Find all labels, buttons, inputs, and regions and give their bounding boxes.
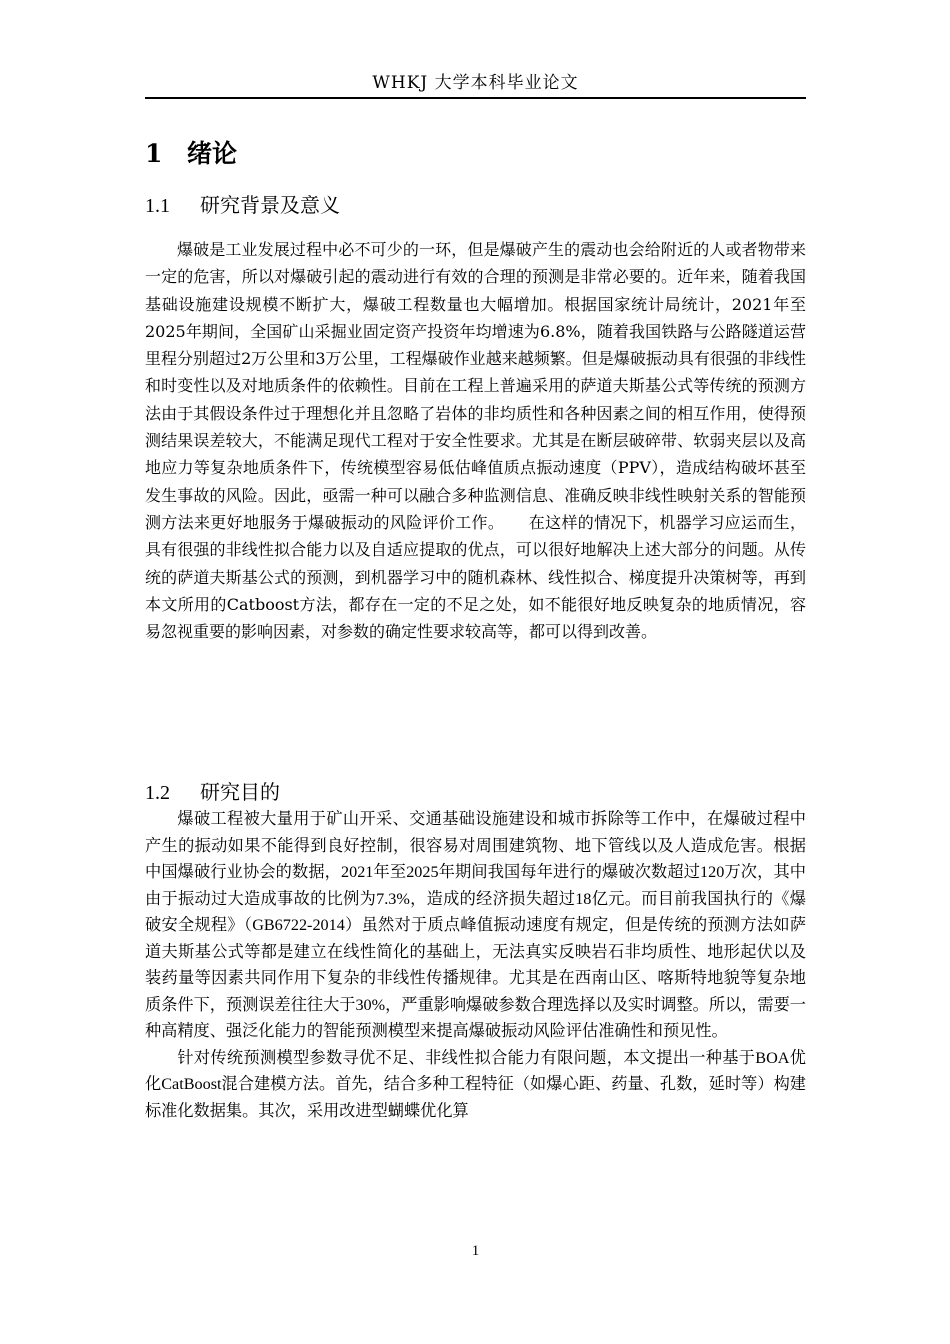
section-title: 研究背景及意义	[200, 193, 340, 217]
section-1-2-body	[145, 806, 806, 1124]
header-rule	[145, 97, 806, 99]
paragraph: 针对传统预测模型参数寻优不足、非线性拟合能力有限问题，本文提出一种基于BOA优化CatBoost混合建模方法。首先，结合多种工程特征（如爆心距、药量、孔数，延时等）构建标准化数据集。其次，采用改进型蝴蝶优化算	[145, 1048, 806, 1120]
section-title: 研究目的	[200, 780, 280, 804]
page-header: WHKJ 大学本科毕业论文	[372, 73, 579, 93]
chapter-title: 绪论	[187, 139, 238, 168]
section-number: 1.2	[145, 782, 170, 804]
paragraph: 爆破是工业发展过程中必不可少的一环，但是爆破产生的震动也会给附近的人或者物带来一定的危害，所以对爆破引起的震动进行有效的合理的预测是非常必要的。近年来，随着我国基础设施建设规模不断扩大，爆破工程数量也大幅增加。根据国家统计局统计，2021年至2025年期间，全国矿山采掘业固定资产投资年均增速为6.8%，随着我国铁路与公路隧道运营里程分别超过2万公里和3万公里，工程爆破作业越来越频繁。但是爆破振动具有很强的非线性和时变性以及对地质条件的依赖性。目前在工程上普遍采用的萨道夫斯基公式等传统的预测方法由于其假设条件过于理想化并且忽略了岩体的非均质性和各种因素之间的相互作用，使得预测结果误差较大，不能满足现代工程对于安全性要求。尤其是在断层破碎带、软弱夹层以及高地应力等复杂地质条件下，传统模型容易低估峰值质点振动速度（PPV），造成结构破坏甚至发生事故的风险。因此，亟需一种可以融合多种监测信息、准确反映非线性映射关系的智能预测方法来更好地服务于爆破振动的风险评价工作。 在这样的情况下，机器学习应运而生，具有很强的非线性拟合能力以及自适应提取的优点，可以很好地解决上述大部分的问题。从传统的萨道夫斯基公式的预测，到机器学习中的随机森林、线性拟合、梯度提升决策树等，再到本文所用的Catboost方法，都存在一定的不足之处，如不能很好地反映复杂的地质情况，容易忽视重要的影响因素，对参数的确定性要求较高等，都可以得到改善。	[145, 240, 806, 642]
section-1-1-body	[145, 236, 806, 645]
paragraph: 爆破工程被大量用于矿山开采、交通基础设施建设和城市拆除等工作中，在爆破过程中产生的振动如果不能得到良好控制，很容易对周围建筑物、地下管线以及人造成危害。根据中国爆破行业协会的数据，2021年至2025年期间我国每年进行的爆破次数超过120万次，其中由于振动过大造成事故的比例为7.3%，造成的经济损失超过18亿元。而目前我国执行的《爆破安全规程》（GB6722-2014）虽然对于质点峰值振动速度有规定，但是传统的预测方法如萨道夫斯基公式等都是建立在线性简化的基础上，无法真实反映岩石非均质性、地形起伏以及装药量等因素共同作用下复杂的非线性传播规律。尤其是在西南山区、喀斯特地貌等复杂地质条件下，预测误差往往大于30%，严重影响爆破参数合理选择以及实时调整。所以，需要一种高精度、强泛化能力的智能预测模型来提高爆破振动风险评估准确性和预见性。	[145, 810, 806, 1040]
section-heading-1-1	[145, 190, 340, 221]
section-number: 1.1	[145, 195, 170, 217]
page-number: 1	[471, 1243, 480, 1259]
section-heading-1-2	[145, 777, 280, 808]
chapter-number: 1	[145, 139, 163, 168]
chapter-heading	[145, 136, 237, 172]
